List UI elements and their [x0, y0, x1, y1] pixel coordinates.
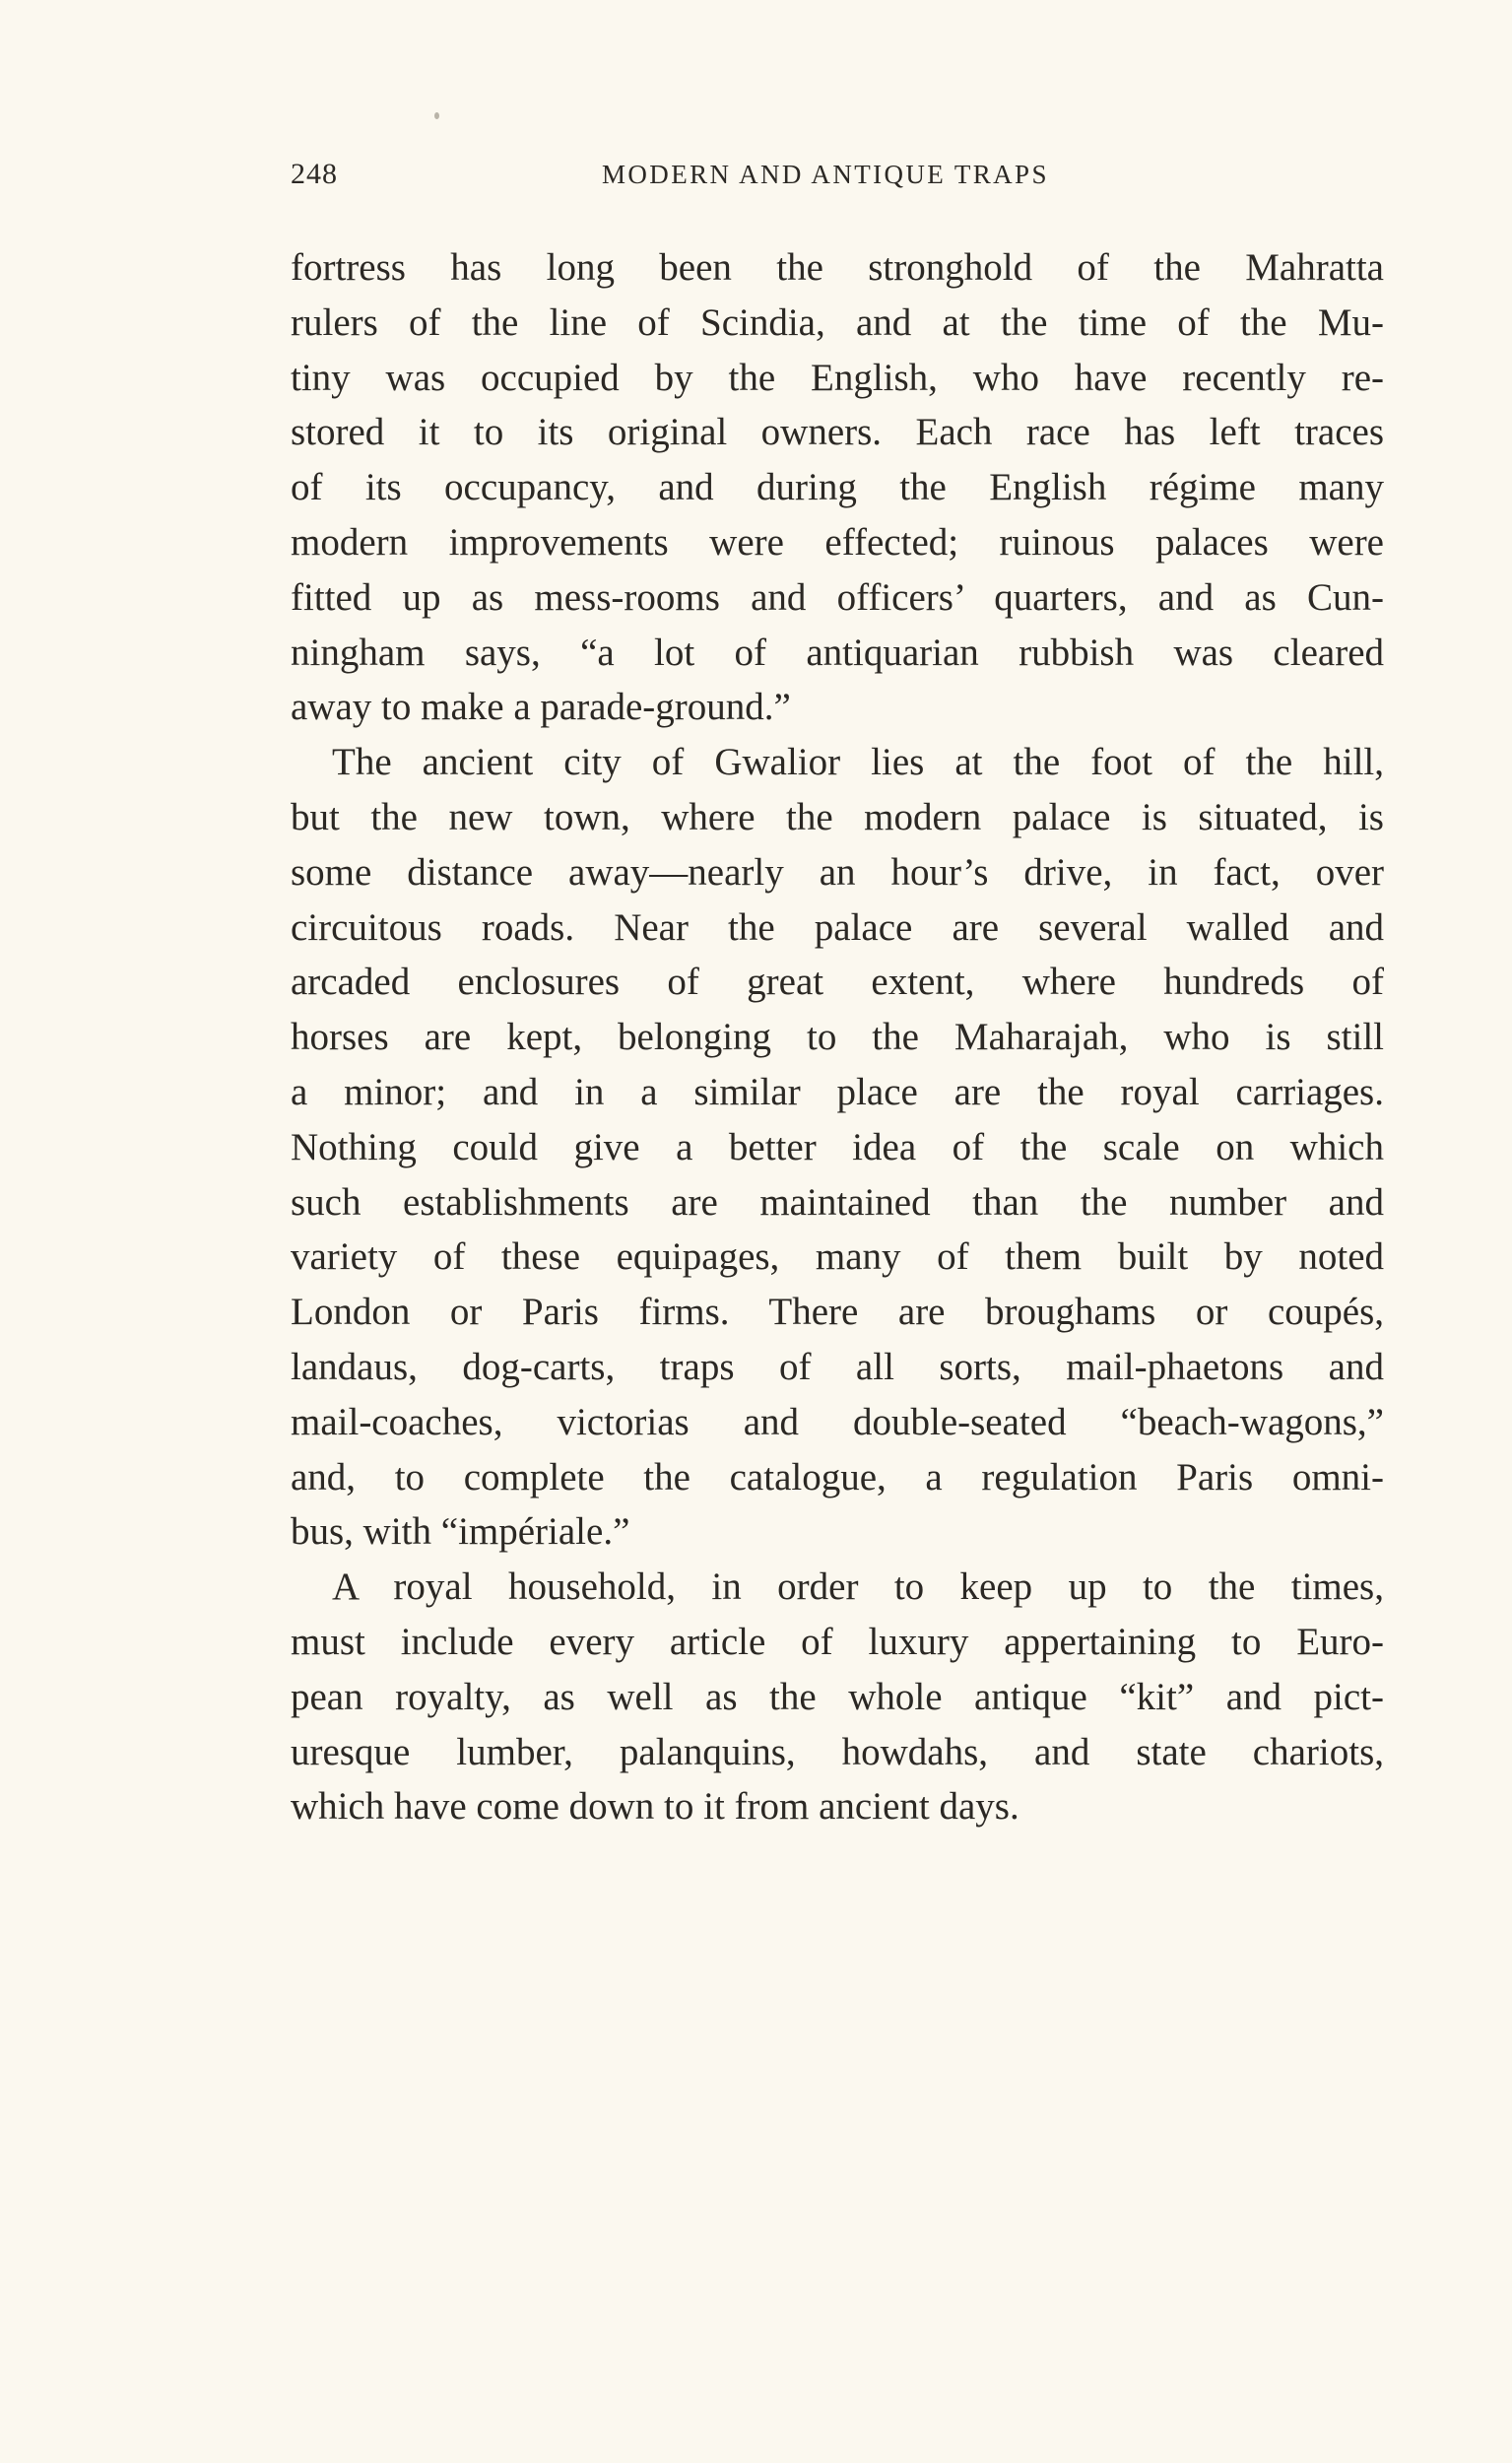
- text-line: The ancient city of Gwalior lies at the foot of the hill,: [332, 741, 1384, 784]
- text-line: landaus, dog-carts, traps of all sorts, mail-phaetons and: [291, 1345, 1384, 1388]
- paper-speck: [434, 112, 439, 119]
- page-number: 248: [291, 158, 338, 190]
- text-line: variety of these equipages, many of them built by noted: [291, 1235, 1384, 1279]
- text-line: arcaded enclosures of great extent, where hundreds of: [291, 961, 1384, 1004]
- text-line: away to make a parade-ground.”: [291, 686, 791, 729]
- running-title: MODERN AND ANTIQUE TRAPS: [602, 160, 1049, 189]
- running-head: [291, 158, 1276, 199]
- text-line: fitted up as mess-rooms and officers’ quarters, and as Cun-: [291, 575, 1384, 619]
- text-line: but the new town, where the modern palace is situated, is: [291, 795, 1384, 838]
- body-text: [291, 240, 1384, 1834]
- text-line: stored it to its original owners. Each race has left traces: [291, 411, 1384, 454]
- text-line: rulers of the line of Scindia, and at the time of the Mu-: [291, 300, 1384, 344]
- text-line: a minor; and in a similar place are the royal carriages.: [291, 1070, 1384, 1113]
- paragraph-3: [291, 1560, 1384, 1834]
- text-line: pean royalty, as well as the whole antique “kit” and pict-: [291, 1675, 1384, 1718]
- text-line: and, to complete the catalogue, a regulation Paris omni-: [291, 1455, 1384, 1498]
- text-line: some distance away—nearly an hour’s drive, in fact, over: [291, 850, 1384, 894]
- text-line: Nothing could give a better idea of the scale on which: [291, 1125, 1384, 1168]
- text-line: which have come down to it from ancient days.: [291, 1785, 1019, 1829]
- text-line: horses are kept, belonging to the Maharajah, who is still: [291, 1016, 1384, 1059]
- text-line: uresque lumber, palanquins, howdahs, and state chariots,: [291, 1730, 1384, 1773]
- text-line: must include every article of luxury appertaining to Euro-: [291, 1620, 1384, 1663]
- text-line: London or Paris firms. There are broughams or coupés,: [291, 1291, 1384, 1334]
- text-line: ningham says, “a lot of antiquarian rubbish was cleared: [291, 631, 1384, 674]
- text-line: mail-coaches, victorias and double-seated “beach-wagons,”: [291, 1400, 1384, 1443]
- text-line: fortress has long been the stronghold of the Mahratta: [291, 246, 1384, 289]
- text-line: circuitous roads. Near the palace are several walled and: [291, 905, 1384, 949]
- paragraph-2: [291, 735, 1384, 1560]
- text-line: modern improvements were effected; ruinous palaces were: [291, 520, 1384, 564]
- paragraph-1: [291, 240, 1384, 735]
- text-line: A royal household, in order to keep up to the times,: [332, 1565, 1384, 1609]
- text-line: such establishments are maintained than the number and: [291, 1180, 1384, 1224]
- text-line: of its occupancy, and during the English régime many: [291, 466, 1384, 509]
- text-line: tiny was occupied by the English, who have recently re-: [291, 356, 1384, 399]
- text-line: bus, with “impériale.”: [291, 1510, 630, 1554]
